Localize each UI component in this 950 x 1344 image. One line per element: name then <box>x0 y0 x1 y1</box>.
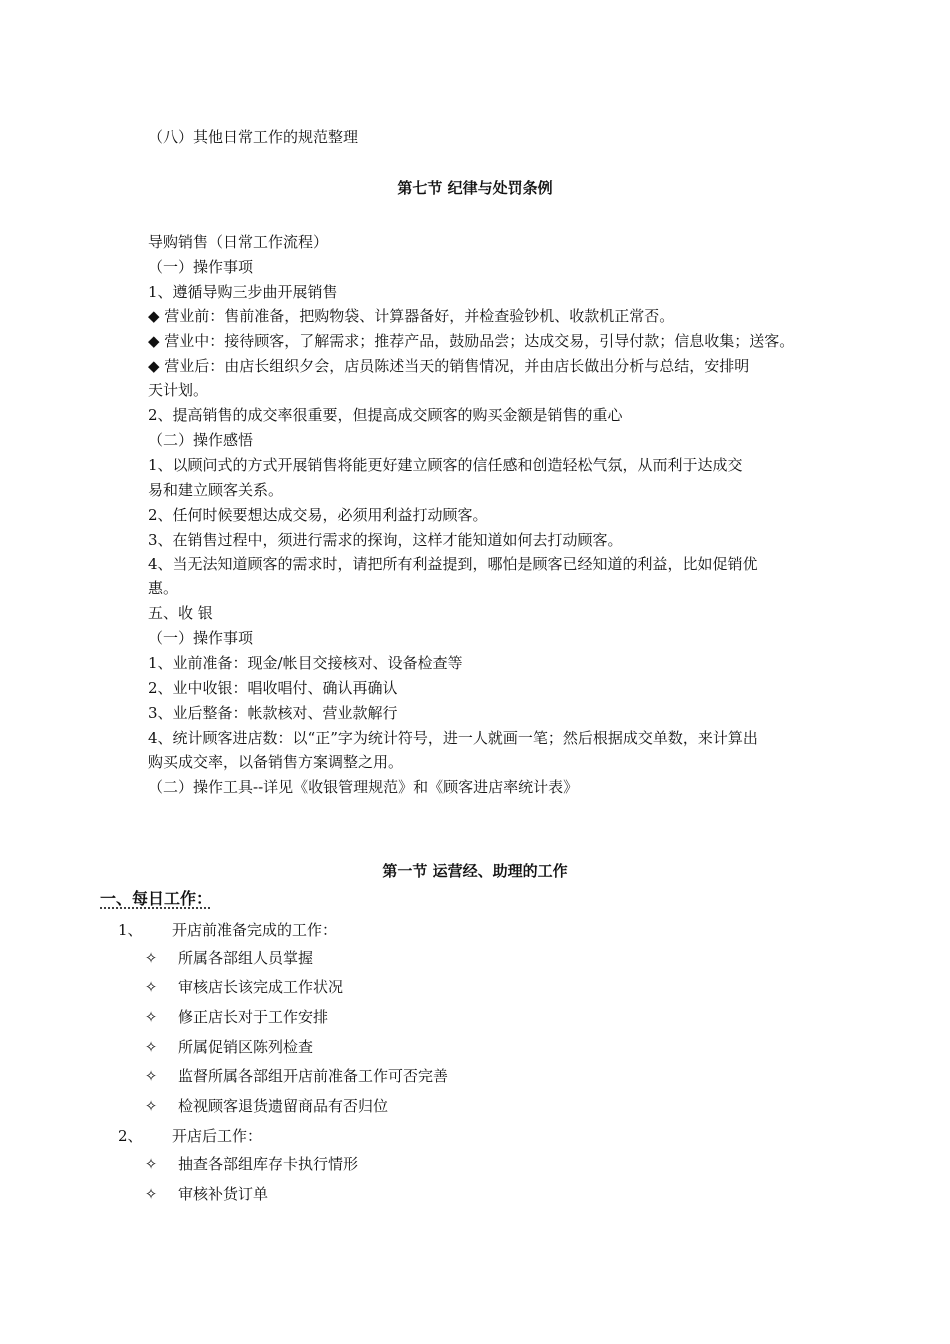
diamond-outline-icon: ✧ <box>144 949 158 967</box>
group-title: 开店后工作： <box>172 1127 263 1145</box>
body-line: 4、统计顾客进店数：以“正”字为统计符号，进一人就画一笔；然后根据成交单数，来计算出 <box>148 729 758 747</box>
body-line: 导购销售（日常工作流程） <box>148 233 329 251</box>
list-item: 所属各部组人员掌握 <box>178 949 314 967</box>
body-line: 2、任何时候要想达成交易，必须用利益打动顾客。 <box>148 506 488 524</box>
group-title: 开店前准备完成的工作： <box>172 921 338 939</box>
body-line: （二）操作感悟 <box>148 431 254 449</box>
body-line: （一）操作事项 <box>148 629 254 647</box>
body-line: （一）操作事项 <box>148 258 254 276</box>
diamond-outline-icon: ✧ <box>144 1067 158 1085</box>
body-line: ◆ 营业前：售前准备，把购物袋、计算器备好，并检查验钞机、收款机正常否。 <box>148 307 675 325</box>
body-line: 易和建立顾客关系。 <box>148 481 284 499</box>
body-line: 1、遵循导购三步曲开展销售 <box>148 283 338 301</box>
list-item: 修正店长对于工作安排 <box>178 1008 329 1026</box>
body-line: 3、在销售过程中，须进行需求的探询，这样才能知道如何去打动顾客。 <box>148 531 623 549</box>
list-item: 抽查各部组库存卡执行情形 <box>178 1155 359 1173</box>
list-item: 所属促销区陈列检查 <box>178 1038 314 1056</box>
daily-work-heading: 一、每日工作： <box>100 889 213 908</box>
diamond-outline-icon: ✧ <box>144 1038 158 1056</box>
body-line: 2、业中收银：唱收唱付、确认再确认 <box>148 679 398 697</box>
body-line: 4、当无法知道顾客的需求时，请把所有利益提到，哪怕是顾客已经知道的利益，比如促销优 <box>148 555 758 573</box>
body-line: 1、业前准备：现金/帐目交接核对、设备检查等 <box>148 654 463 672</box>
list-item: 审核补货订单 <box>178 1185 269 1203</box>
group-number: 1、 <box>118 921 143 939</box>
top-line: （八）其他日常工作的规范整理 <box>148 128 359 146</box>
body-line: 惠。 <box>148 579 179 597</box>
group-number: 2、 <box>118 1127 143 1145</box>
body-line: 购买成交率，以备销售方案调整之用。 <box>148 753 404 771</box>
body-line: 3、业后整备：帐款核对、营业款解行 <box>148 704 398 722</box>
section7-title: 第七节 纪律与处罚条例 <box>397 179 553 197</box>
body-line: 2、提高销售的成交率很重要，但提高成交顾客的购买金额是销售的重心 <box>148 406 623 424</box>
diamond-outline-icon: ✧ <box>144 1185 158 1203</box>
list-item: 审核店长该完成工作状况 <box>178 978 344 996</box>
body-line: 五、收 银 <box>148 604 213 622</box>
section1-title: 第一节 运营经、助理的工作 <box>382 862 568 880</box>
body-line: ◆ 营业后：由店长组织夕会，店员陈述当天的销售情况，并由店长做出分析与总结，安排明 <box>148 357 750 375</box>
body-line: 1、以顾问式的方式开展销售将能更好建立顾客的信任感和创造轻松气氛，从而利于达成交 <box>148 456 743 474</box>
diamond-outline-icon: ✧ <box>144 1008 158 1026</box>
list-item: 监督所属各部组开店前准备工作可否完善 <box>178 1067 449 1085</box>
diamond-outline-icon: ✧ <box>144 978 158 996</box>
list-item: 检视顾客退货遗留商品有否归位 <box>178 1097 389 1115</box>
diamond-outline-icon: ✧ <box>144 1097 158 1115</box>
body-line: （二）操作工具--详见《收银管理规范》和《顾客进店率统计表》 <box>148 778 579 796</box>
body-line: 天计划。 <box>148 381 209 399</box>
diamond-outline-icon: ✧ <box>144 1155 158 1173</box>
body-line: ◆ 营业中：接待顾客，了解需求；推荐产品，鼓励品尝；达成交易，引导付款；信息收集；送客。 <box>148 332 795 350</box>
